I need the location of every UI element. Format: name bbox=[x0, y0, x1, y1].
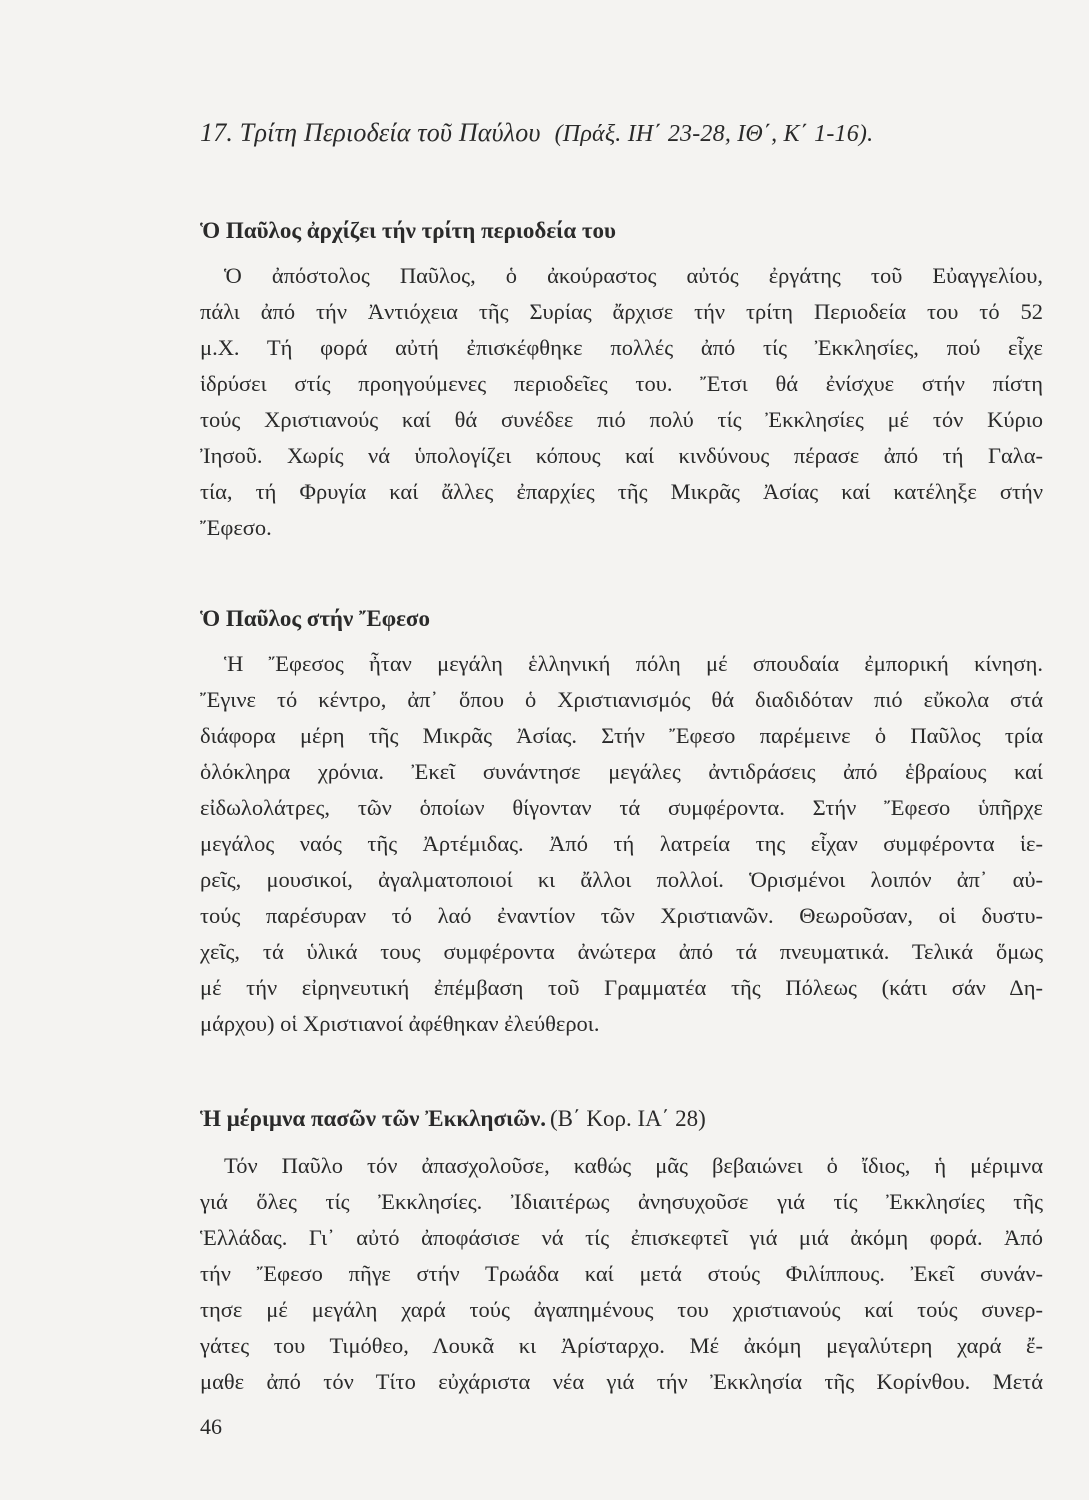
text-line: χεῖς, τά ὑλικά τους συμφέροντα ἀνώτερα ἀπό τά πνευματικά. Τελικά ὅμως bbox=[200, 939, 1043, 964]
text-line: τούς Χριστιανούς καί θά συνέδεε πιό πολύ τίς Ἐκκλησίες μέ τόν Κύριο bbox=[200, 407, 1043, 432]
text-line: ἱδρύσει στίς προηγούμενες περιοδεῖες του. Ἔτσι θά ἐνίσχυε στήν πίστη bbox=[200, 371, 1043, 396]
chapter-title bbox=[200, 118, 873, 148]
chapter-reference: (Πράξ. ΙΗ΄ 23-28, ΙΘ΄, Κ΄ 1-16). bbox=[554, 121, 874, 147]
section-heading-1 bbox=[200, 218, 616, 244]
text-line: διάφορα μέρη τῆς Μικρᾶς Ἀσίας. Στήν Ἔφεσο παρέμεινε ὁ Παῦλος τρία bbox=[200, 723, 1043, 748]
text-line: γιά ὅλες τίς Ἐκκλησίες. Ἰδιαιτέρως ἀνησυχοῦσε γιά τίς Ἐκκλησίες τῆς bbox=[200, 1189, 1043, 1214]
page-number: 46 bbox=[200, 1414, 222, 1439]
section-paragraph-3 bbox=[200, 1148, 1043, 1400]
text-line: μ.Χ. Τή φορά αὐτή ἐπισκέφθηκε πολλές ἀπό τίς Ἐκκλησίες, πού εἶχε bbox=[200, 335, 1043, 360]
text-line: ρεῖς, μουσικοί, ἀγαλματοποιοί κι ἄλλοι πολλοί. Ὁρισμένοι λοιπόν ἀπ᾿ αὐ- bbox=[200, 867, 1043, 892]
text-line: μέ τήν εἰρηνευτική ἐπέμβαση τοῦ Γραμματέα τῆς Πόλεως (κάτι σάν Δη- bbox=[200, 975, 1043, 1000]
section-heading-3-reference: (Β΄ Κορ. ΙΑ΄ 28) bbox=[549, 1106, 706, 1131]
text-line: Ἔγινε τό κέντρο, ἀπ᾿ ὅπου ὁ Χριστιανισμός θά διαδιδόταν πιό εὔκολα στά bbox=[200, 687, 1043, 712]
text-line: εἰδωλολάτρες, τῶν ὁποίων θίγονταν τά συμφέροντα. Στήν Ἔφεσο ὑπῆρχε bbox=[200, 795, 1043, 820]
text-line: μάρχου) οἱ Χριστιανοί ἀφέθηκαν ἐλεύθεροι. bbox=[200, 1011, 600, 1036]
section-heading-1-text: Ὁ Παῦλος ἀρχίζει τήν τρίτη περιοδεία του bbox=[200, 218, 616, 243]
section-paragraph-1 bbox=[200, 258, 1043, 546]
section-heading-3-text: Ἡ μέριμνα πασῶν τῶν Ἐκκλησιῶν. bbox=[200, 1106, 546, 1131]
text-line: πάλι ἀπό τήν Ἀντιόχεια τῆς Συρίας ἄρχισε τήν τρίτη Περιοδεία του τό 52 bbox=[200, 299, 1043, 324]
text-line: Ἡ Ἔφεσος ἦταν μεγάλη ἑλληνική πόλη μέ σπουδαία ἐμπορική κίνηση. bbox=[224, 651, 1043, 676]
text-line: Ἑλλάδας. Γι᾿ αὐτό ἀποφάσισε νά τίς ἐπισκεφτεῖ γιά μιά ἀκόμη φορά. Ἀπό bbox=[200, 1225, 1043, 1250]
chapter-title-text: 17. Τρίτη Περιοδεία τοῦ Παύλου bbox=[200, 118, 541, 147]
section-heading-3 bbox=[200, 1106, 706, 1132]
text-line: τούς παρέσυραν τό λαό ἐναντίον τῶν Χριστιανῶν. Θεωροῦσαν, οἱ δυστυ- bbox=[200, 903, 1043, 928]
section-paragraph-2 bbox=[200, 646, 1043, 1042]
text-line: τία, τή Φρυγία καί ἄλλες ἐπαρχίες τῆς Μικρᾶς Ἀσίας καί κατέληξε στήν bbox=[200, 479, 1043, 504]
section-heading-2-text: Ὁ Παῦλος στήν Ἔφεσο bbox=[200, 606, 430, 631]
text-line: Ὁ ἀπόστολος Παῦλος, ὁ ἀκούραστος αὐτός ἐργάτης τοῦ Εὐαγγελίου, bbox=[224, 263, 1043, 288]
text-line: Τόν Παῦλο τόν ἀπασχολοῦσε, καθώς μᾶς βεβαιώνει ὁ ἴδιος, ἡ μέριμνα bbox=[224, 1153, 1043, 1178]
text-line: μαθε ἀπό τόν Τίτο εὐχάριστα νέα γιά τήν Ἐκκλησία τῆς Κορίνθου. Μετά bbox=[200, 1369, 1043, 1394]
text-line: Ἰησοῦ. Χωρίς νά ὑπολογίζει κόπους καί κινδύνους πέρασε ἀπό τή Γαλα- bbox=[200, 443, 1043, 468]
section-heading-2 bbox=[200, 606, 430, 632]
text-line: ὁλόκληρα χρόνια. Ἐκεῖ συνάντησε μεγάλες ἀντιδράσεις ἀπό ἑβραίους καί bbox=[200, 759, 1043, 784]
text-line: τήν Ἔφεσο πῆγε στήν Τρωάδα καί μετά στούς Φιλίππους. Ἐκεῖ συνάν- bbox=[200, 1261, 1043, 1286]
text-line: γάτες του Τιμόθεο, Λουκᾶ κι Ἀρίσταρχο. Μέ ἀκόμη μεγαλύτερη χαρά ἔ- bbox=[200, 1333, 1043, 1358]
text-line: μεγάλος ναός τῆς Ἀρτέμιδας. Ἀπό τή λατρεία της εἶχαν συμφέροντα ἱε- bbox=[200, 831, 1043, 856]
text-line: Ἔφεσο. bbox=[200, 515, 272, 540]
text-line: τησε μέ μεγάλη χαρά τούς ἀγαπημένους του χριστιανούς καί τούς συνερ- bbox=[200, 1297, 1043, 1322]
